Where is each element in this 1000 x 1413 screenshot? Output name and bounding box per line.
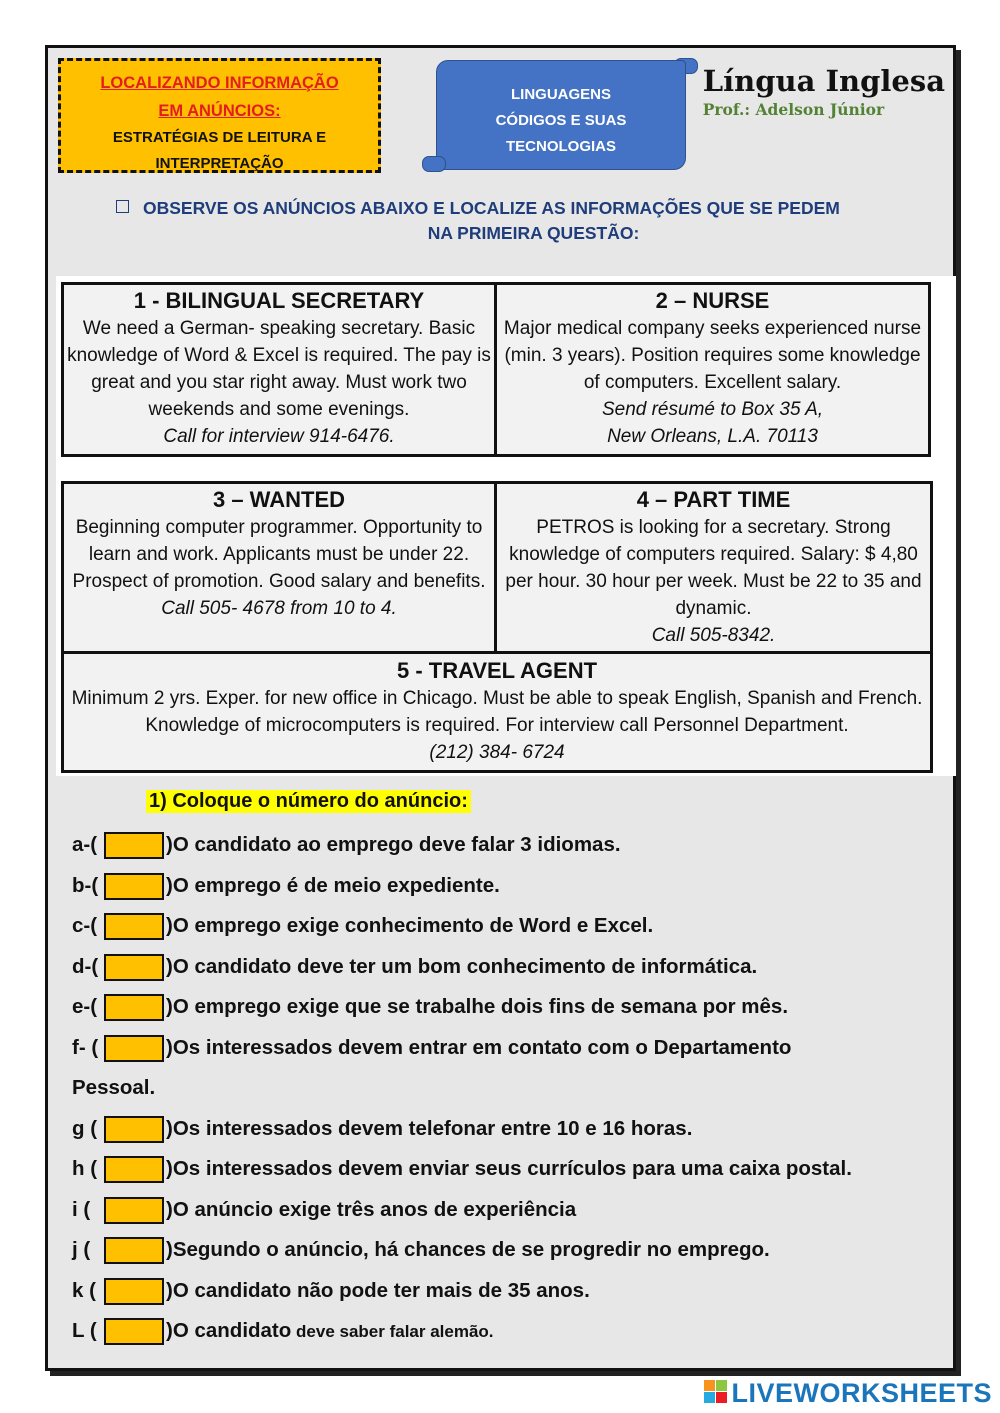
ad-1 (64, 285, 494, 450)
answer-box-c[interactable] (104, 913, 164, 940)
ad-line: Minimum 2 yrs. Exper. for new office in Chicago. Must be able to speak English, Spanish and French. (71, 688, 923, 709)
item-text: )Os interessados devem enviar seus currículos para uma caixa postal. (166, 1157, 852, 1180)
ad-contact: Send résumé to Box 35 A, (601, 399, 824, 420)
answer-box-k[interactable] (104, 1278, 164, 1305)
topic-title-line2: EM ANÚNCIOS: (158, 102, 281, 120)
ad-line: Beginning computer programmer. Opportunity to (75, 517, 483, 538)
item-text: )O emprego exige que se trabalhe dois fins de semana por mês. (166, 995, 789, 1018)
instruction (116, 196, 951, 246)
question-item-a (72, 831, 621, 859)
brand-logo (704, 1378, 992, 1409)
checkbox-bullet-icon (116, 200, 129, 213)
item-text: )O candidato (166, 1319, 292, 1342)
item-label: h ( (72, 1157, 98, 1180)
question-item-e (72, 993, 788, 1021)
topic-subtitle-line1: ESTRATÉGIAS DE LEITURA E (112, 129, 327, 146)
question-item-h (72, 1155, 852, 1183)
ad-line: per hour. 30 hour per week. Must be 22 to 35 and (505, 571, 922, 592)
answer-box-h[interactable] (104, 1156, 164, 1183)
instruction-line1 (116, 196, 951, 221)
item-text: )O candidato não pode ter mais de 35 anos. (166, 1279, 590, 1302)
ad-title: 4 – PART TIME (636, 487, 791, 512)
ad-line: knowledge of Word & Excel is required. The pay is (67, 345, 491, 366)
answer-box-j[interactable] (104, 1237, 164, 1264)
ad-line: of computers. Excellent salary. (583, 372, 842, 393)
ad-line: PETROS is looking for a secretary. Strong (536, 517, 891, 538)
ad-line: learn and work. Applicants must be under 22. (88, 544, 470, 565)
question-item-b (72, 872, 500, 900)
item-label: k ( (72, 1279, 96, 1302)
brand-text: LIVEWORKSHEETS (731, 1378, 992, 1408)
area-line: TECNOLOGIAS (505, 138, 616, 155)
item-label: j ( (72, 1238, 91, 1261)
item-label: i ( (72, 1198, 91, 1221)
ad-line: great and you star right away. Must work two (91, 372, 467, 393)
answer-box-f[interactable] (104, 1035, 164, 1062)
area-line: LINGUAGENS (510, 86, 611, 103)
area-banner-text (436, 82, 686, 160)
item-text-tail: deve saber falar alemão. (291, 1322, 494, 1341)
ad-line: Knowledge of microcomputers is required. For interview call Personnel Department. (145, 715, 849, 736)
liveworksheets-icon (704, 1380, 728, 1404)
item-text: )Os interessados devem telefonar entre 10 e 16 horas. (166, 1117, 693, 1140)
instruction-line2: NA PRIMEIRA QUESTÃO: (427, 223, 640, 243)
ad-line: knowledge of computers required. Salary: $ 4,80 (509, 544, 918, 565)
ad-line: Major medical company seeks experienced nurse (503, 318, 922, 339)
ad-title: 5 - TRAVEL AGENT (396, 658, 598, 683)
question-item-d (72, 953, 757, 981)
question-item-f (72, 1034, 791, 1062)
area-banner (436, 60, 686, 170)
item-text: )O candidato ao emprego deve falar 3 idiomas. (166, 833, 621, 856)
question-item-k (72, 1277, 590, 1305)
ad-title: 1 - BILINGUAL SECRETARY (133, 288, 425, 313)
ad-line: Prospect of promotion. Good salary and benefits. (72, 571, 486, 592)
instruction-text: OBSERVE OS ANÚNCIOS ABAIXO E LOCALIZE AS INFORMAÇÕES QUE SE PEDEM (143, 198, 840, 218)
item-label: g ( (72, 1117, 98, 1140)
ad-contact: Call 505-8342. (651, 625, 776, 646)
ad-contact: Call for interview 914-6476. (163, 426, 395, 447)
item-label: c-( (72, 914, 98, 937)
ad-title: 3 – WANTED (212, 487, 346, 512)
item-text: )Os interessados devem entrar em contato com o Departamento (166, 1036, 792, 1059)
ad-contact: Call 505- 4678 from 10 to 4. (161, 598, 397, 619)
divider (61, 651, 933, 654)
ad-line: dynamic. (675, 598, 752, 619)
ad-5 (64, 655, 930, 766)
topic-box (58, 58, 381, 173)
answer-box-d[interactable] (104, 954, 164, 981)
question-item-i (72, 1196, 576, 1224)
ad-2 (497, 285, 928, 450)
item-text: )O emprego é de meio expediente. (166, 874, 500, 897)
question-item-g (72, 1115, 692, 1143)
ad-3 (64, 484, 494, 622)
question-item-f-continuation: Pessoal. (72, 1076, 156, 1099)
answer-box-l[interactable] (104, 1318, 164, 1345)
item-label: a-( (72, 833, 98, 856)
ad-title: 2 – NURSE (655, 288, 770, 313)
subject-name: Língua Inglesa (702, 64, 945, 98)
question-item-j (72, 1236, 770, 1264)
ad-line: We need a German- speaking secretary. Basic (82, 318, 476, 339)
ad-contact: New Orleans, L.A. 70113 (607, 426, 818, 447)
item-text: )Segundo o anúncio, há chances de se progredir no emprego. (166, 1238, 770, 1261)
subject-header (703, 64, 945, 119)
question-item-l (72, 1317, 494, 1346)
teacher-name: Prof.: Adelson Júnior (702, 100, 885, 119)
item-label: b-( (72, 874, 99, 897)
item-text: )O candidato deve ter um bom conhecimento de informática. (166, 955, 758, 978)
answer-box-a[interactable] (104, 832, 164, 859)
answer-box-i[interactable] (104, 1197, 164, 1224)
item-label: L ( (72, 1319, 97, 1342)
topic-subtitle-line2: INTERPRETAÇÃO (155, 155, 284, 172)
ad-line: (min. 3 years). Position requires some knowledge (504, 345, 921, 366)
ad-contact: (212) 384- 6724 (429, 742, 565, 763)
ad-4 (497, 484, 930, 649)
area-line: CÓDIGOS E SUAS (495, 112, 627, 129)
answer-box-b[interactable] (104, 873, 164, 900)
item-label: e-( (72, 995, 98, 1018)
ad-line: weekends and some evenings. (148, 399, 410, 420)
question-title: 1) Coloque o número do anúncio: (146, 790, 471, 813)
item-text: )O anúncio exige três anos de experiência (166, 1198, 577, 1221)
item-label: f- ( (72, 1036, 99, 1059)
question-item-c (72, 912, 653, 940)
item-label: d-( (72, 955, 99, 978)
ads-panel (56, 276, 956, 776)
topic-title-line1: LOCALIZANDO INFORMAÇÃO (100, 74, 339, 92)
answer-box-g[interactable] (104, 1116, 164, 1143)
answer-box-e[interactable] (104, 994, 164, 1021)
item-text: )O emprego exige conhecimento de Word e Excel. (166, 914, 654, 937)
worksheet (45, 45, 956, 1371)
